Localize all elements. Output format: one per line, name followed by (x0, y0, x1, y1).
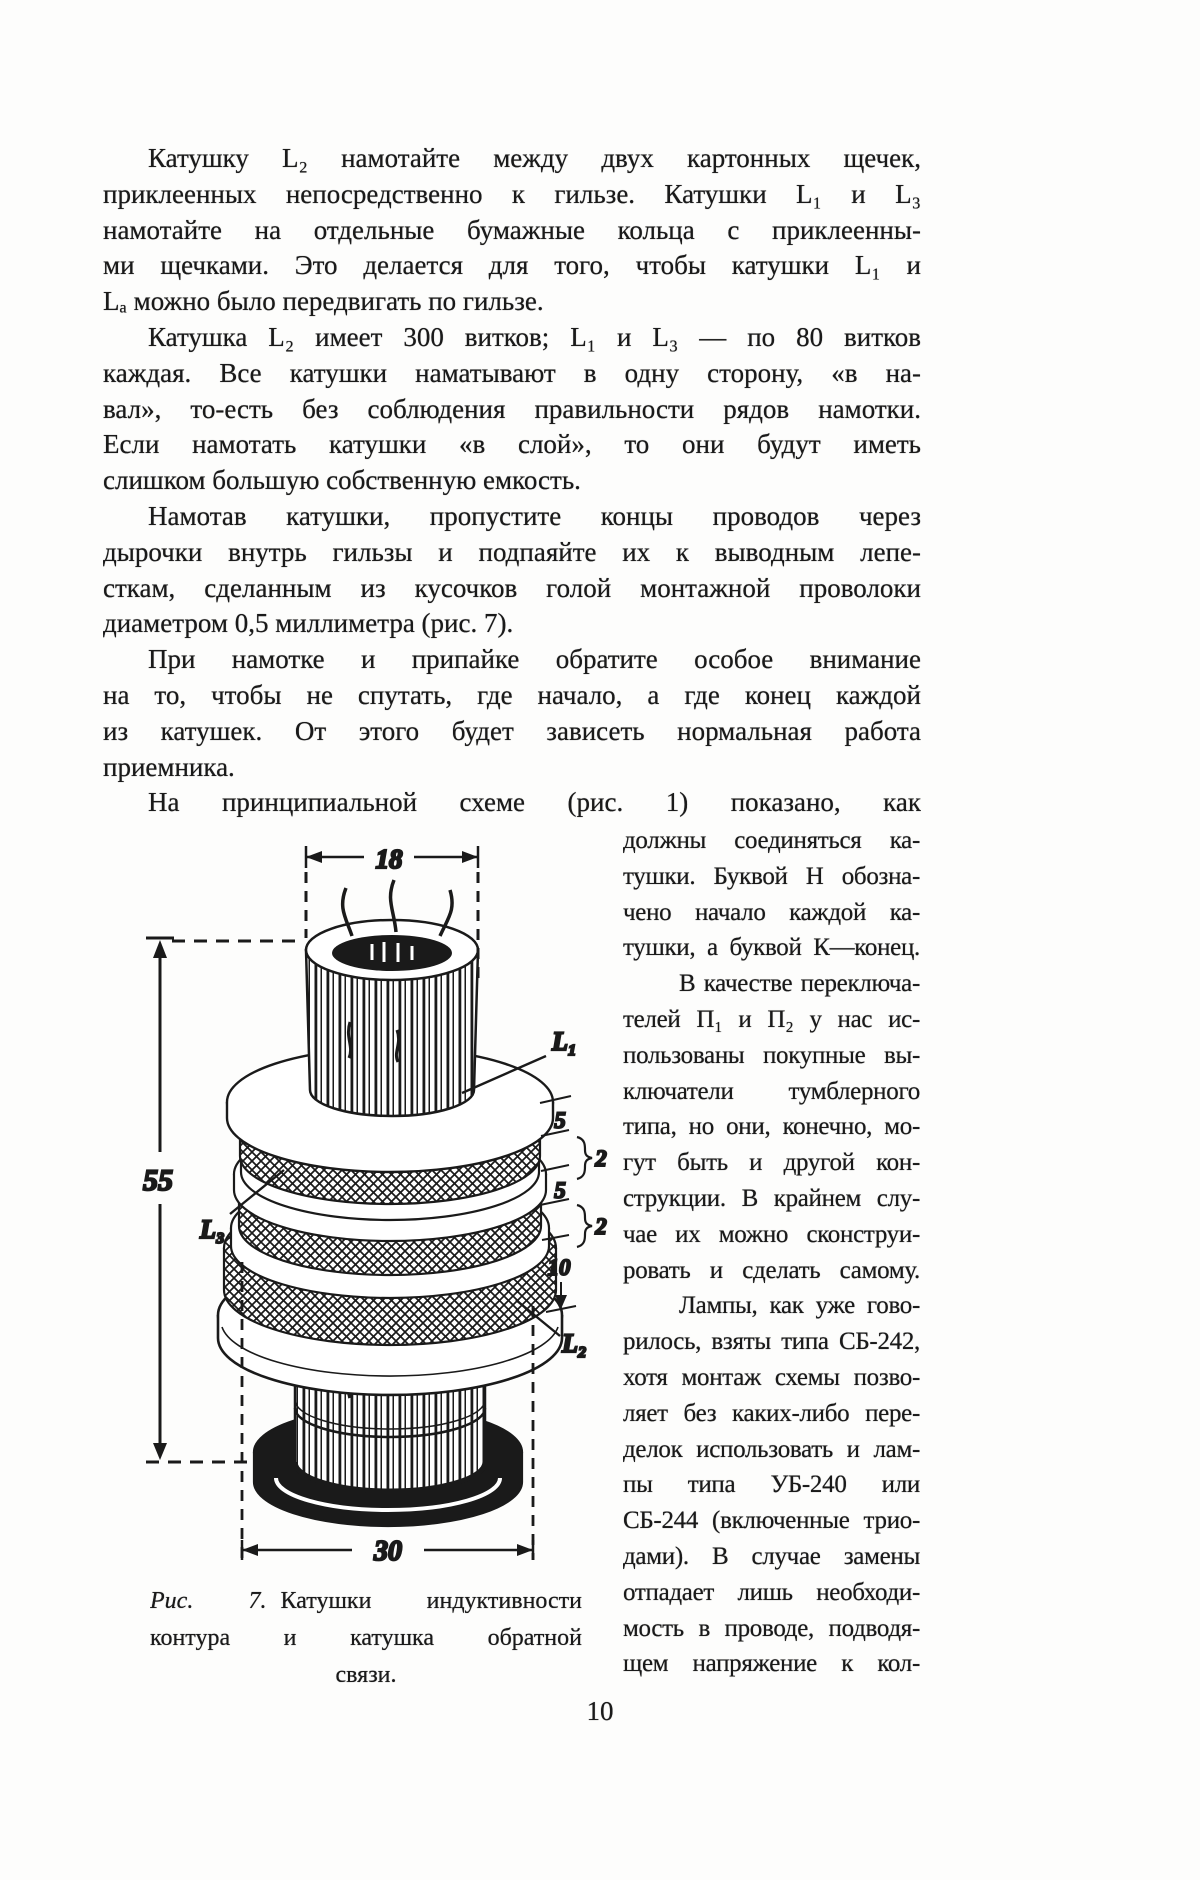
text-line: щем напряжение к кол- (623, 1650, 920, 1678)
svg-text:5: 5 (554, 1178, 566, 1203)
text-line: дырочки внутрь гильзы и подпаяйте их к выводным лепе- (103, 536, 921, 567)
svg-text:10: 10 (547, 1255, 571, 1280)
text-line: должны соединяться ка- (623, 827, 920, 854)
text-line: ми щечками. Это делается для того, чтобы катушки L₁ и (103, 250, 921, 281)
caption-text: Катушки индуктивности (280, 1588, 582, 1614)
text-line: диаметром 0,5 миллиметра (рис. 7). (103, 608, 514, 639)
label-coil-l3: L₃ (200, 1215, 225, 1244)
text-line: чае их можно сконструи- (623, 1220, 920, 1248)
text-line: приклеенных непосредственно к гильзе. Катушки L₁ и L₃ (103, 178, 921, 209)
text-line: Катушку L₂ намотайте между двух картонных щечек, (148, 143, 921, 173)
main-text-block (103, 141, 921, 821)
figure-caption (150, 1583, 582, 1694)
coil-assembly-drawing (143, 844, 607, 1567)
text-line: В качестве переключа- (679, 970, 920, 998)
dim-30-label: 30 (374, 1536, 402, 1567)
label-coil-l2: L₂ (562, 1329, 587, 1358)
caption-line: контура и катушка обратной (150, 1625, 582, 1651)
dim-18-label: 18 (375, 844, 403, 874)
caption-line (150, 1583, 582, 1620)
text-line: из катушек. От этого будет зависеть нормальная работа (103, 715, 921, 746)
text-line: чено начало каждой ка- (623, 898, 920, 926)
text-line: Катушка L₂ имеет 300 витков; L₁ и L₃ — по 80 витков (148, 321, 921, 352)
text-line: ровать и сделать самому. (623, 1256, 920, 1284)
caption-line: связи. (335, 1662, 397, 1688)
text-line: рилось, взяты типа СБ-242, (623, 1328, 920, 1356)
svg-text:5: 5 (554, 1108, 566, 1133)
right-text-column (623, 823, 920, 1682)
text-line: СБ-244 (включенные трио- (623, 1507, 920, 1535)
text-line: слишком большую собственную емкость. (103, 465, 581, 496)
svg-text:2: 2 (595, 1214, 607, 1239)
svg-text:2: 2 (595, 1146, 607, 1171)
text-line: приемника. (103, 751, 235, 782)
text-line: отпадает лишь необходи- (623, 1578, 920, 1606)
text-line: мость в проводе, подводя- (623, 1614, 920, 1642)
text-line: Лампы, как уже гово- (679, 1292, 920, 1320)
text-line: на то, чтобы не спутать, где начало, а где конец каждой (103, 679, 921, 710)
text-line: пользованы покупные вы- (623, 1041, 920, 1069)
text-line: вал», то-есть без соблюдения правильности рядов намотки. (103, 393, 921, 424)
text-line: ляет без каких-либо пере- (623, 1399, 920, 1427)
text-line: струкции. В крайнем слу- (623, 1184, 920, 1212)
text-line: Если намотать катушки «в слой», то они будут иметь (103, 429, 921, 460)
text-line: намотайте на отдельные бумажные кольца с приклеенны- (103, 214, 921, 245)
text-line: гут быть и другой кон- (623, 1149, 920, 1177)
text-line: ключатели тумблерного (623, 1077, 920, 1105)
dim-55-label: 55 (143, 1164, 173, 1197)
text-line: Намотав катушки, пропустите концы проводов через (148, 500, 921, 531)
figure-coil-drawing (55, 815, 625, 1590)
text-line: делок использовать и лам- (623, 1435, 920, 1463)
text-line: каждая. Все катушки наматывают в одну сторону, «в на- (103, 357, 921, 388)
text-line: На принципиальной схеме (рис. 1) показано, как (148, 787, 921, 818)
text-line: Lₐ можно было передвигать по гильзе. (103, 286, 544, 317)
label-coil-l1: L₁ (552, 1027, 577, 1056)
text-line: типа, но они, конечно, мо- (623, 1113, 920, 1141)
text-line: тушки, а буквой К—конец. (623, 934, 920, 962)
text-line: телей П₁ и П₂ у нас ис- (623, 1005, 920, 1033)
text-line: тушки. Буквой Н обозна- (623, 862, 920, 890)
text-line: дами). В случае замены (623, 1542, 920, 1570)
caption-figure-number: Рис. 7. (150, 1588, 267, 1614)
text-line: пы типа УБ-240 или (623, 1471, 920, 1499)
text-line: сткам, сделанным из кусочков голой монтажной проволоки (103, 572, 921, 603)
text-line: При намотке и припайке обратите особое внимание (148, 644, 921, 675)
text-line: хотя монтаж схемы позво- (623, 1363, 920, 1391)
page-number: 10 (586, 1696, 614, 1726)
